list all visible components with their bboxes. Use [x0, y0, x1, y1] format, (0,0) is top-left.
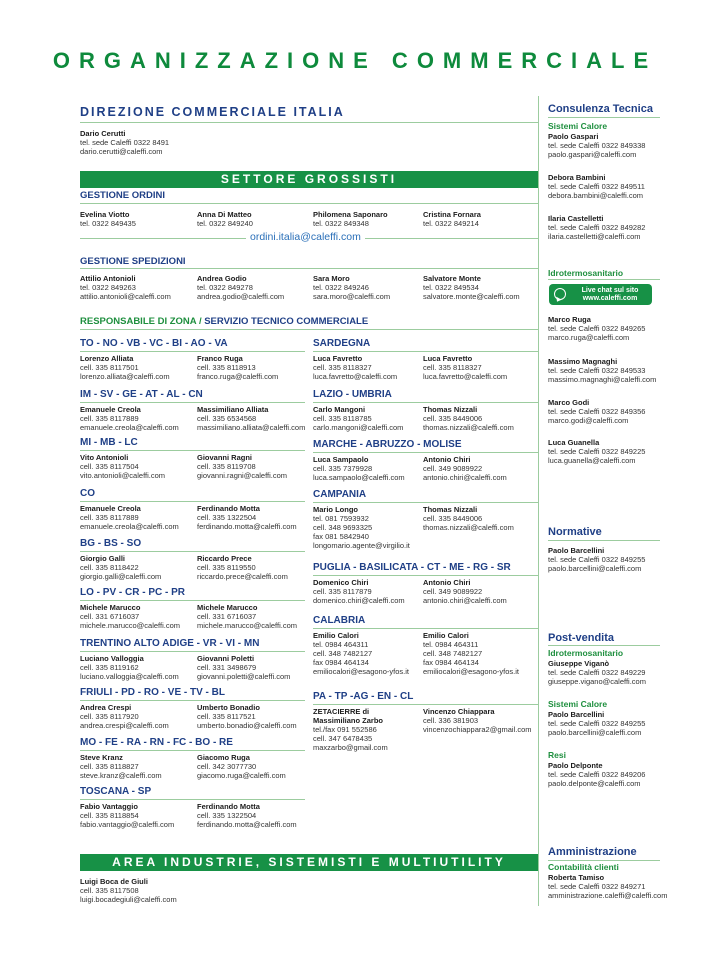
zone-name: CAMPANIA: [313, 489, 367, 500]
spedizioni-contact: [80, 274, 171, 301]
contact-detail: cell. 335 7379928: [313, 464, 373, 473]
contact-name: Salvatore Monte: [423, 274, 481, 283]
contact-name: Andrea Godio: [197, 274, 247, 283]
contact-email: paolo.delponte@caleffi.com: [548, 779, 641, 788]
page-title: ORGANIZZAZIONE COMMERCIALE: [52, 48, 658, 73]
contact-detail: giorgio.galli@caleffi.com: [80, 572, 162, 581]
zone-contact: [80, 703, 169, 730]
divider: [80, 551, 305, 552]
contact-name: Paolo Gaspari: [548, 132, 599, 141]
contact-name: Marco Ruga: [548, 315, 591, 324]
contact-detail: cell. 335 8119550: [197, 563, 256, 572]
contact-detail: cell. 335 8118785: [313, 414, 372, 423]
contact-name: Attilio Antonioli: [80, 274, 136, 283]
contact-detail: massimiliano.alliata@caleffi.com: [197, 423, 306, 432]
spedizioni-heading: GESTIONE SPEDIZIONI: [80, 256, 186, 267]
contact-detail: fax 0984 464134: [313, 658, 369, 667]
divider: [313, 502, 538, 503]
contact-name: Carlo Mangoni: [313, 405, 366, 414]
zone-name: MI - MB - LC: [80, 437, 138, 448]
contact-phone: cell. 335 8117508: [80, 886, 139, 895]
contact-email: paolo.gaspari@caleffi.com: [548, 150, 637, 159]
contact-detail: thomas.nizzali@caleffi.com: [423, 423, 514, 432]
contact-detail: cell. 347 6478435: [313, 734, 373, 743]
contact-detail: antonio.chiri@caleffi.com: [423, 596, 507, 605]
contact-name: Luigi Boca de Giuli: [80, 877, 148, 886]
contact-phone: tel. 0322 849435: [80, 219, 136, 228]
amministrazione-heading: Amministrazione: [548, 846, 637, 858]
contact-email: marco.godi@caleffi.com: [548, 416, 629, 425]
divider: [80, 122, 538, 123]
zone-contact: [423, 707, 532, 734]
contact-phone: tel. sede Caleffi 0322 849338: [548, 141, 646, 150]
contact-email: sara.moro@caleffi.com: [313, 292, 391, 301]
divider: [313, 402, 538, 403]
zone-contact: [80, 554, 161, 581]
idro-sub: Idrotermosanitario: [548, 268, 624, 278]
contact-phone: tel. sede Caleffi 0322 8491: [80, 138, 170, 147]
sidebar-contact: [548, 315, 645, 342]
contact-detail: cell. 335 8117504: [80, 462, 139, 471]
contact-name: Antonio Chiri: [423, 455, 471, 464]
contact-email: massimo.magnaghi@caleffi.com: [548, 375, 657, 384]
contact-detail: fax 081 5842940: [313, 532, 369, 541]
contact-detail: umberto.bonadio@caleffi.com: [197, 721, 297, 730]
ordini-email-link[interactable]: ordini.italia@caleffi.com: [246, 231, 365, 243]
zone-name: LO - PV - CR - PC - PR: [80, 587, 185, 598]
spedizioni-contact: [313, 274, 390, 301]
contact-phone: tel. sede Caleffi 0322 849255: [548, 719, 646, 728]
zone-contact: [423, 455, 507, 482]
contact-detail: cell. 335 8118913: [197, 363, 256, 372]
contact-phone: tel. 0322 849534: [423, 283, 479, 292]
contact-name: Andrea Crespi: [80, 703, 132, 712]
contact-email: debora.bambini@caleffi.com: [548, 191, 644, 200]
contact-email: dario.cerutti@caleffi.com: [80, 147, 163, 156]
divider: [548, 540, 660, 541]
divider: [548, 279, 660, 280]
contact-detail: emiliocalori@esagono-yfos.it: [423, 667, 519, 676]
zone-name: IM - SV - GE - AT - AL - CN: [80, 389, 203, 400]
contact-detail: cell. 349 9089922: [423, 464, 483, 473]
divider: [80, 351, 305, 352]
contact-name: Lorenzo Alliata: [80, 354, 134, 363]
contact-detail: fax 0984 464134: [423, 658, 479, 667]
divider: [313, 351, 538, 352]
contact-detail: cell. 331 6716037: [80, 612, 140, 621]
contact-name: Domenico Chiri: [313, 578, 369, 587]
zone-contact: [80, 753, 162, 780]
contact-phone: tel. sede Caleffi 0322 849229: [548, 668, 646, 677]
divider: [548, 860, 660, 861]
contact-email: ilaria.castelletti@caleffi.com: [548, 232, 641, 241]
zone-name: MO - FE - RA - RN - FC - BO - RE: [80, 737, 233, 748]
contact-email: luigi.bocadegiuli@caleffi.com: [80, 895, 177, 904]
contact-detail: cell. 335 8117889: [80, 414, 139, 423]
zone-contact: [313, 405, 403, 432]
contact-email: salvatore.monte@caleffi.com: [423, 292, 520, 301]
zone-contact: [197, 654, 290, 681]
zone-contact: [197, 802, 297, 829]
contact-name: Giovanni Ragni: [197, 453, 253, 462]
contact-detail: cell. 335 8118854: [80, 811, 139, 820]
contact-name: Paolo Barcellini: [548, 546, 605, 555]
contact-email: paolo.barcellini@caleffi.com: [548, 728, 642, 737]
zone-name: BG - BS - SO: [80, 538, 142, 549]
contact-detail: cell. 335 1322504: [197, 811, 257, 820]
contact-detail: cell. 342 3077730: [197, 762, 257, 771]
zone-name: CO: [80, 488, 95, 499]
contact-name: Steve Kranz: [80, 753, 123, 762]
contact-phone: tel. sede Caleffi 0322 849271: [548, 882, 646, 891]
contact-detail: cell. 335 8118827: [80, 762, 139, 771]
live-chat-button[interactable]: [549, 284, 652, 305]
contact-detail: tel. 081 7593932: [313, 514, 369, 523]
contact-name: Luca Favretto: [313, 354, 363, 363]
contact-detail: tel. 0984 464311: [313, 640, 369, 649]
sidebar-contact: [548, 710, 645, 737]
contact-detail: cell. 336 381903: [423, 716, 479, 725]
ordini-contact: [197, 210, 253, 228]
contact-name: Dario Cerutti: [80, 129, 126, 138]
contact-name: Ferdinando Motta: [197, 802, 260, 811]
post-sub: Resi: [548, 750, 566, 760]
zone-contact: [197, 354, 278, 381]
contact-phone: tel. sede Caleffi 0322 849356: [548, 407, 646, 416]
contact-name: Marco Godi: [548, 398, 590, 407]
contact-email: paolo.barcellini@caleffi.com: [548, 564, 642, 573]
contact-email: luca.guanella@caleffi.com: [548, 456, 636, 465]
contact-name: Giorgio Galli: [80, 554, 126, 563]
divider: [313, 704, 538, 705]
ordini-contact: [313, 210, 388, 228]
zone-name: FRIULI - PD - RO - VE - TV - BL: [80, 687, 225, 698]
contact-name: Fabio Vantaggio: [80, 802, 138, 811]
zona-heading-sep: /: [198, 316, 202, 327]
chat-bubble-icon: [554, 288, 566, 300]
zone-contact: [80, 453, 165, 480]
divider: [80, 268, 538, 269]
contact-name: Ilaria Castelletti: [548, 214, 604, 223]
contact-detail: cell. 335 8119708: [197, 462, 256, 471]
consulenza-heading: Consulenza Tecnica: [548, 103, 653, 115]
contact-phone: tel. 0322 849263: [80, 283, 136, 292]
divider: [313, 575, 538, 576]
contact-detail: lorenzo.alliata@caleffi.com: [80, 372, 170, 381]
contact-phone: tel. 0322 849246: [313, 283, 369, 292]
contact-name: Emanuele Creola: [80, 504, 141, 513]
zone-contact: [423, 631, 519, 676]
divider: [313, 628, 538, 629]
industrie-contact: [80, 877, 177, 904]
zone-name: LAZIO - UMBRIA: [313, 389, 392, 400]
divider: [80, 402, 305, 403]
divider: [80, 750, 305, 751]
zone-contact: [313, 578, 405, 605]
contact-email: andrea.godio@caleffi.com: [197, 292, 285, 301]
contact-name: Evelina Viotto: [80, 210, 130, 219]
contact-phone: tel. sede Caleffi 0322 849282: [548, 223, 646, 232]
sidebar-contact: [548, 398, 645, 425]
zone-contact: [313, 631, 409, 676]
contact-detail: andrea.crespi@caleffi.com: [80, 721, 169, 730]
sidebar-contact: [548, 546, 645, 573]
live-chat-line1: Live chat sul sito: [581, 287, 639, 294]
contact-detail: giacomo.ruga@caleffi.com: [197, 771, 286, 780]
contact-name: Mario Longo: [313, 505, 358, 514]
zone-contact: [423, 505, 514, 532]
divider: [80, 651, 305, 652]
normative-heading: Normative: [548, 526, 602, 538]
zone-name: SARDEGNA: [313, 338, 371, 349]
divider: [80, 203, 538, 204]
divider: [80, 700, 305, 701]
contact-detail: cell. 348 7482127: [313, 649, 373, 658]
contact-detail: vincenzochiappara2@gmail.com: [423, 725, 532, 734]
contact-detail: antonio.chiri@caleffi.com: [423, 473, 507, 482]
contact-name: Massimo Magnaghi: [548, 357, 618, 366]
contact-name: Luciano Valloggia: [80, 654, 144, 663]
contact-phone: tel. 0322 849214: [423, 219, 479, 228]
contact-detail: ferdinando.motta@caleffi.com: [197, 522, 297, 531]
contact-name: Antonio Chiri: [423, 578, 471, 587]
contact-email: amministrazione.caleffi@caleffi.com: [548, 891, 668, 900]
direzione-heading: DIREZIONE COMMERCIALE ITALIA: [80, 105, 345, 119]
contact-detail: cell. 335 6534568: [197, 414, 257, 423]
live-chat-line2: www.caleffi.com: [582, 295, 638, 302]
contact-name: Debora Bambini: [548, 173, 606, 182]
zone-name: TO - NO - VB - VC - BI - AO - VA: [80, 338, 228, 349]
contact-name: Philomena Saponaro: [313, 210, 388, 219]
contact-detail: longomario.agente@virgilio.it: [313, 541, 410, 550]
zone-contact: [313, 455, 405, 482]
grossisti-banner: SETTORE GROSSISTI: [80, 171, 538, 188]
contact-detail: tel./fax 091 552586: [313, 725, 377, 734]
contact-detail: cell. 349 9089922: [423, 587, 483, 596]
contact-detail: ferdinando.motta@caleffi.com: [197, 820, 297, 829]
contact-detail: cell. 335 8117879: [313, 587, 372, 596]
zone-contact: [197, 453, 287, 480]
zone-name: CALABRIA: [313, 615, 366, 626]
contact-detail: luca.favretto@caleffi.com: [313, 372, 398, 381]
zone-contact: [197, 603, 297, 630]
sidebar-divider: [538, 96, 539, 906]
contact-phone: tel. sede Caleffi 0322 849255: [548, 555, 646, 564]
zone-contact: [423, 405, 514, 432]
contact-detail: cell. 335 8118422: [80, 563, 139, 572]
post-sub: Idrotermosanitario: [548, 648, 624, 658]
post-sub: Sistemi Calore: [548, 699, 608, 709]
direzione-contact: [80, 129, 169, 156]
contact-phone: tel. sede Caleffi 0322 849511: [548, 182, 645, 191]
zone-contact: [197, 753, 286, 780]
contact-detail: cell. 335 8117521: [197, 712, 256, 721]
amministrazione-sub: Contabilità clienti: [548, 862, 619, 872]
contact-phone: tel. sede Caleffi 0322 849206: [548, 770, 646, 779]
contact-name: Michele Marucco: [197, 603, 258, 612]
contact-detail: cell. 335 8118327: [423, 363, 482, 372]
contact-phone: tel. 0322 849278: [197, 283, 253, 292]
contact-detail: cell. 335 8449006: [423, 414, 483, 423]
divider: [313, 452, 538, 453]
zone-contact: [313, 354, 397, 381]
contact-name: Emanuele Creola: [80, 405, 141, 414]
zone-contact: [197, 504, 297, 531]
contact-detail: emiliocalori@esagono-yfos.it: [313, 667, 409, 676]
contact-phone: tel. sede Caleffi 0322 849265: [548, 324, 646, 333]
contact-detail: cell. 348 7482127: [423, 649, 483, 658]
zone-contact: [80, 802, 174, 829]
zona-heading-part1: RESPONSABILE DI ZONA: [80, 316, 197, 327]
ordini-heading: GESTIONE ORDINI: [80, 190, 165, 201]
contact-detail: cell. 348 9693325: [313, 523, 373, 532]
contact-email: giuseppe.vigano@caleffi.com: [548, 677, 646, 686]
sidebar-contact: [548, 659, 646, 686]
contact-detail: emanuele.creola@caleffi.com: [80, 423, 179, 432]
zone-name: MARCHE - ABRUZZO - MOLISE: [313, 439, 462, 450]
contact-detail: giovanni.poletti@caleffi.com: [197, 672, 291, 681]
contact-name: Thomas Nizzali: [423, 405, 478, 414]
contact-phone: tel. 0322 849348: [313, 219, 369, 228]
zone-contact: [197, 554, 288, 581]
divider: [80, 799, 305, 800]
zone-name: PA - TP -AG - EN - CL: [313, 691, 414, 702]
contact-detail: tel. 0984 464311: [423, 640, 479, 649]
contact-phone: tel. sede Caleffi 0322 849225: [548, 447, 646, 456]
contact-detail: cell. 335 1322504: [197, 513, 257, 522]
ordini-contact: [80, 210, 136, 228]
divider: [80, 450, 305, 451]
contact-name: Massimiliano Alliata: [197, 405, 269, 414]
contact-name: Ferdinando Motta: [197, 504, 260, 513]
zone-name: TOSCANA - SP: [80, 786, 152, 797]
sidebar-contact: [548, 132, 645, 159]
divider: [80, 600, 305, 601]
sidebar-contact: [548, 214, 645, 241]
contact-detail: giovanni.ragni@caleffi.com: [197, 471, 288, 480]
zone-contact: [80, 354, 170, 381]
contact-name: Riccardo Prece: [197, 554, 252, 563]
contact-detail: cell. 331 3498679: [197, 663, 257, 672]
contact-name: Paolo Delponte: [548, 761, 603, 770]
contact-detail: luca.favretto@caleffi.com: [423, 372, 508, 381]
consulenza-sub: Sistemi Calore: [548, 121, 608, 131]
divider: [548, 645, 660, 646]
contact-name: Franco Ruga: [197, 354, 243, 363]
contact-name: Roberta Tamiso: [548, 873, 605, 882]
zone-contact: [80, 654, 179, 681]
zone-contact: [423, 354, 507, 381]
contact-name: Michele Marucco: [80, 603, 141, 612]
contact-name: Vito Antonioli: [80, 453, 129, 462]
spedizioni-contact: [423, 274, 520, 301]
contact-name: Massimiliano Zarbo: [313, 716, 384, 725]
contact-detail: franco.ruga@caleffi.com: [197, 372, 279, 381]
contact-name: Giovanni Poletti: [197, 654, 255, 663]
contact-detail: cell. 335 8118327: [313, 363, 372, 372]
zona-heading-part2: SERVIZIO TECNICO COMMERCIALE: [204, 316, 369, 327]
contact-detail: cell. 335 8117501: [80, 363, 139, 372]
contact-detail: cell. 335 8117889: [80, 513, 139, 522]
contact-detail: riccardo.prece@caleffi.com: [197, 572, 288, 581]
contact-email: attilio.antonioli@caleffi.com: [80, 292, 171, 301]
contact-phone: tel. 0322 849240: [197, 219, 253, 228]
post-vendita-heading: Post-vendita: [548, 632, 615, 644]
sidebar-contact: [548, 873, 667, 900]
contact-name: Luca Guanella: [548, 438, 600, 447]
divider: [80, 329, 538, 330]
contact-name: ZETACIERRE di: [313, 707, 370, 716]
contact-name: Luca Favretto: [423, 354, 473, 363]
sidebar-contact: [548, 173, 645, 200]
contact-detail: cell. 335 8449006: [423, 514, 483, 523]
contact-detail: maxzarbo@gmail.com: [313, 743, 388, 752]
zone-contact: [313, 505, 410, 550]
zone-contact: [197, 703, 297, 730]
ordini-contact: [423, 210, 481, 228]
contact-email: marco.ruga@caleffi.com: [548, 333, 630, 342]
contact-name: Paolo Barcellini: [548, 710, 605, 719]
contact-name: Giuseppe Viganò: [548, 659, 610, 668]
contact-detail: michele.marucco@caleffi.com: [80, 621, 181, 630]
zone-contact: [80, 405, 179, 432]
contact-detail: luca.sampaolo@caleffi.com: [313, 473, 405, 482]
contact-detail: carlo.mangoni@caleffi.com: [313, 423, 404, 432]
zone-name: TRENTINO ALTO ADIGE - VR - VI - MN: [80, 638, 260, 649]
contact-detail: cell. 331 6716037: [197, 612, 257, 621]
contact-detail: vito.antonioli@caleffi.com: [80, 471, 166, 480]
contact-detail: cell. 335 8117920: [80, 712, 139, 721]
sidebar-contact: [548, 357, 656, 384]
sidebar-contact: [548, 761, 645, 788]
contact-phone: tel. sede Caleffi 0322 849533: [548, 366, 646, 375]
contact-detail: luciano.valloggia@caleffi.com: [80, 672, 179, 681]
contact-name: Emilio Calori: [423, 631, 469, 640]
spedizioni-contact: [197, 274, 284, 301]
contact-name: Sara Moro: [313, 274, 350, 283]
contact-name: Anna Di Matteo: [197, 210, 252, 219]
contact-name: Umberto Bonadio: [197, 703, 260, 712]
contact-detail: michele.marucco@caleffi.com: [197, 621, 298, 630]
contact-detail: fabio.vantaggio@caleffi.com: [80, 820, 175, 829]
contact-detail: domenico.chiri@caleffi.com: [313, 596, 405, 605]
contact-name: Vincenzo Chiappara: [423, 707, 495, 716]
contact-detail: emanuele.creola@caleffi.com: [80, 522, 179, 531]
zone-contact: [80, 603, 180, 630]
zona-heading: [80, 316, 368, 327]
contact-name: Giacomo Ruga: [197, 753, 250, 762]
divider: [548, 117, 660, 118]
zone-contact: [197, 405, 305, 432]
contact-detail: steve.kranz@caleffi.com: [80, 771, 162, 780]
contact-name: Emilio Calori: [313, 631, 359, 640]
contact-name: Thomas Nizzali: [423, 505, 478, 514]
contact-detail: cell. 335 8119162: [80, 663, 139, 672]
sidebar-contact: [548, 438, 645, 465]
zone-contact: [423, 578, 507, 605]
contact-name: Luca Sampaolo: [313, 455, 369, 464]
live-chat-text: [571, 287, 649, 303]
zone-contact: [313, 707, 388, 752]
contact-detail: thomas.nizzali@caleffi.com: [423, 523, 514, 532]
divider: [80, 501, 305, 502]
industrie-banner: AREA INDUSTRIE, SISTEMISTI E MULTIUTILITY: [80, 854, 538, 871]
contact-name: Cristina Fornara: [423, 210, 481, 219]
zone-name: PUGLIA - BASILICATA - CT - ME - RG - SR: [313, 562, 511, 573]
zone-contact: [80, 504, 179, 531]
